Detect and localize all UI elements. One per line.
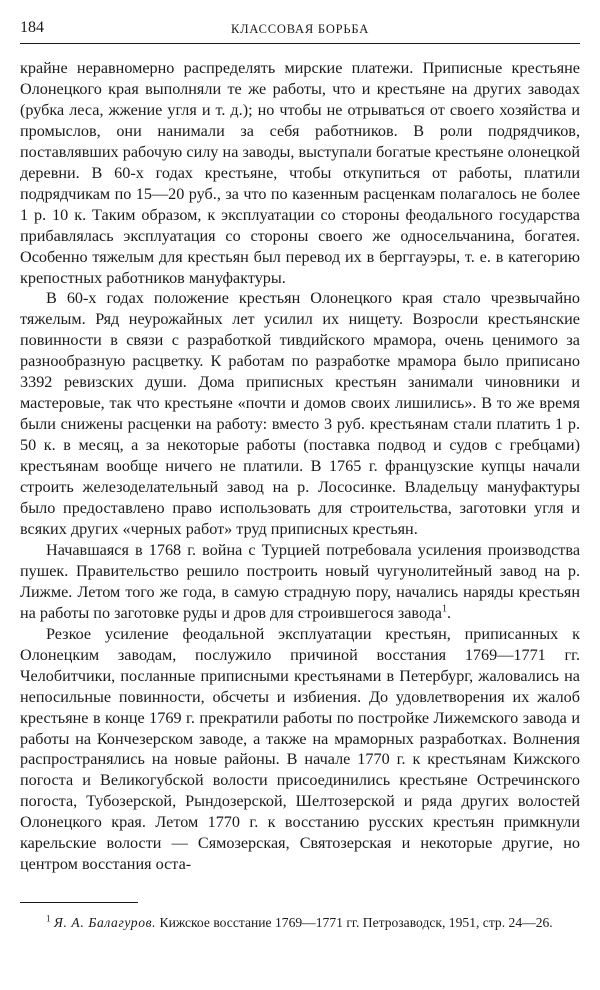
page-number: 184 — [20, 19, 44, 36]
header-rule — [20, 43, 580, 44]
paragraph-4: Резкое усиление феодальной эксплуатации крестьян, приписанных к Олонецким заводам, послужило причиной восстания 1769—1771 гг. Челобитчики, посланные приписными крестьянами в Петербург, жаловались на непосильные повинности, обсчеты и избиения. До удовлетворения их жалоб крестьяне в конце 1769 г. прекратили работы по постройке Лижемского завода и работы на Кончезерском заводе, а также на мраморных разработках. Волнения распространялись на новые районы. В начале 1770 г. к крестьянам Кижского погоста и Великогубской волости присоединились крестьяне Остречинского погоста, Тубозерской, Рындозерской, Шелтозерской и ряда других волостей Олонецкого края. Летом 1770 г. к восстанию русских крестьян примкнули карельские волости — Сямозерская, Святозерская и некоторые другие, но центром восстания оста- — [20, 624, 580, 874]
paragraph-2: В 60-х годах положение крестьян Олонецкого края стало чрезвычайно тяжелым. Ряд неурожайных лет усилил их нищету. Возросли крестьянские повинности в связи с разработкой тивдийского мрамора, очень ценимого за разнообразную расцветку. К работам по разработке мрамора было приписано 3392 ревизских души. Дома приписных крестьян занимали чиновники и мастеровые, так что крестьяне «почти и домов своих лишились». В то же время были снижены расценки на работу: вместо 3 руб. крестьянам стали платить 1 р. 50 к. в месяц, а за некоторые работы (поставка подвод и судов с гребцами) крестьянам вообще ничего не платили. В 1765 г. французские купцы начали строить железоделательный завод на р. Лососинке. Владельцу мануфактуры было предоставлено право использовать для строительства, заготовки угля и всяких других «черных работ» труд приписных крестьян. — [20, 289, 580, 538]
body-text — [20, 58, 580, 875]
page-header — [20, 12, 580, 42]
footnote-reference: 1 — [442, 603, 447, 615]
paragraph-3-text: Начавшаяся в 1768 г. война с Турцией потребовала усиления производства пушек. Правительство решило построить новый чугунолитейный завод на р. Лижме. Летом того же года, в самую страдную пору, начались наряды крестьян на работы по заготовке руды и дров для строившегося завода — [20, 540, 580, 622]
footnote-author: Я. А. Балагуров. — [53, 915, 157, 930]
paragraph-1: крайне неравномерно распределять мирские платежи. Приписные крестьяне Олонецкого края выполняли те же работы, что и крестьяне на других заводах (рубка леса, жжение угля и т. д.); но чтобы не отрываться от своего хозяйства и промыслов, они нанимали за себя работников. В роли подрядчиков, поставлявших рабочую силу на заводы, выступали богатые крестьяне олонецкой деревни. В 60-х годах крестьяне, чтобы откупиться от работы, платили подрядчикам по 15—20 руб., за что по казенным расценкам полагалось не более 1 р. 10 к. Таким образом, к эксплуатации со стороны феодального государства прибавлялась эксплуатация со стороны своего же односельчанина, богатея. Особенно тяжелым для крестьян был перевод их в берггауэры, т. е. в категорию крепостных работников мануфактуры. — [20, 59, 580, 287]
paragraph-3: Начавшаяся в 1768 г. война с Турцией потребовала усиления производства пушек. Правительство решило построить новый чугунолитейный завод на р. Лижме. Летом того же года, в самую страдную пору, начались наряды крестьян на работы по заготовке руды и дров для строившегося завода$^1$. — [20, 540, 580, 622]
footnote-number: 1 — [46, 913, 51, 924]
footnote-rule — [20, 902, 138, 903]
footnote — [20, 912, 580, 933]
running-title: КЛАССОВАЯ БОРЬБА — [230, 22, 370, 36]
footnote-text: Кижское восстание 1769—1771 гг. Петрозаводск, 1951, стр. 24—26. — [159, 915, 553, 930]
